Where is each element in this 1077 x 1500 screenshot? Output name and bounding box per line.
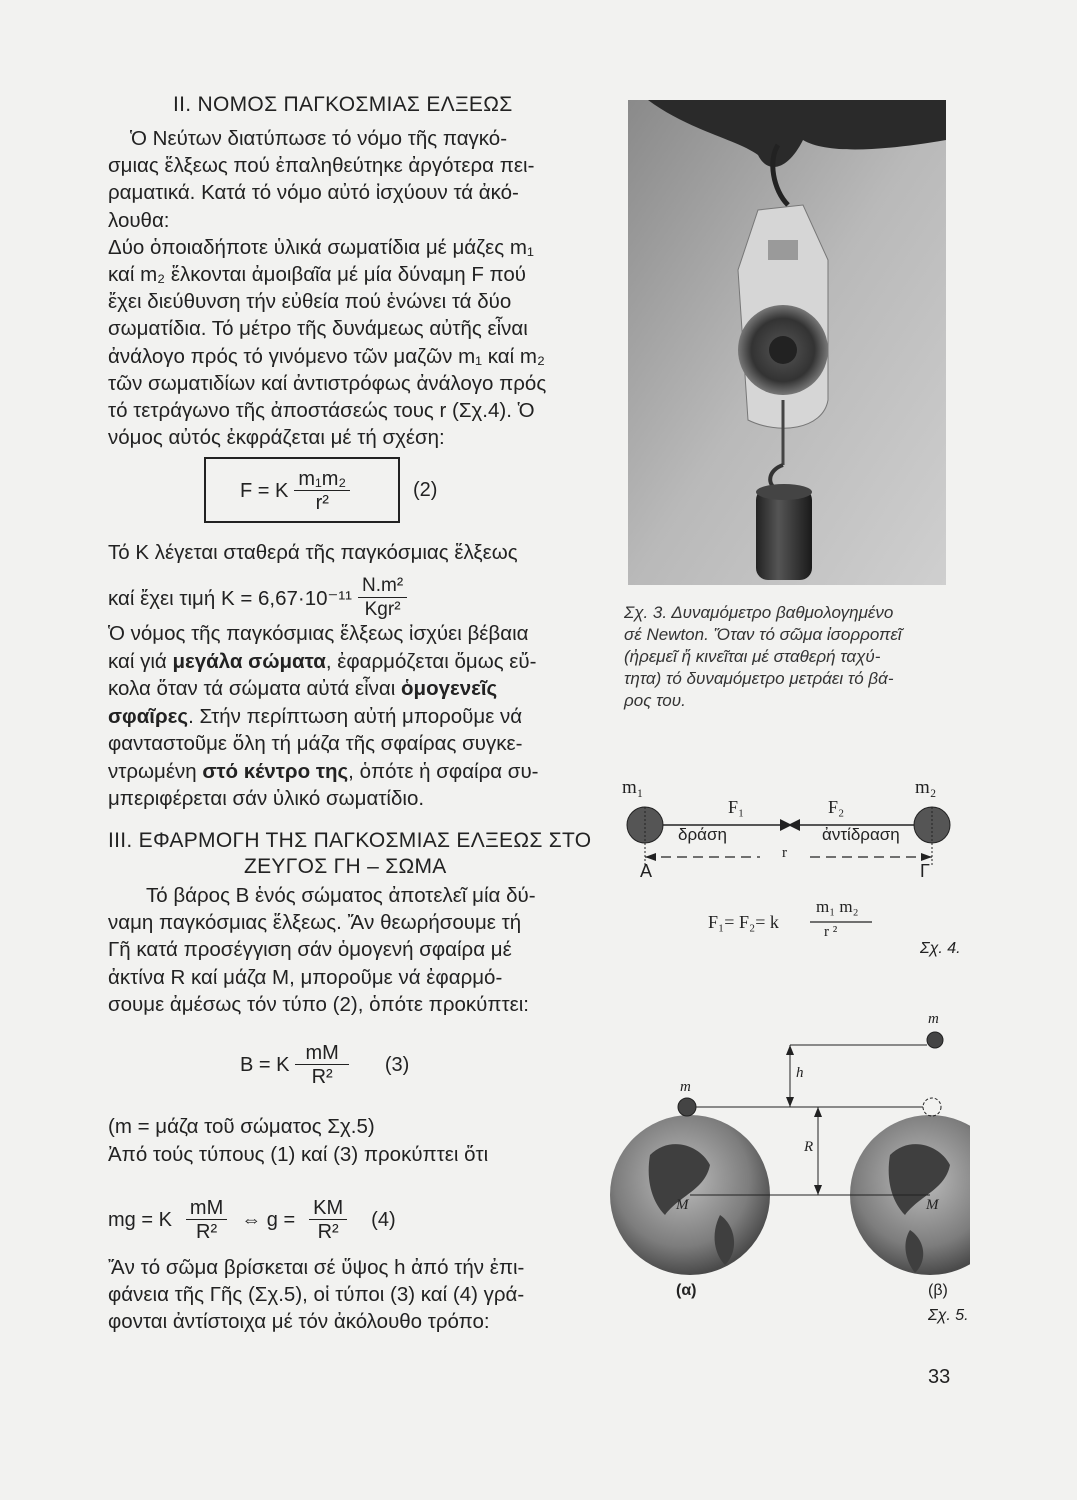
label-point-g: Γ [920, 861, 930, 881]
text-line: τό τετράγωνο τῆς ἀποστάσεώς τους r (Σχ.4). Ὁ [108, 399, 535, 423]
mass-left [678, 1098, 696, 1116]
text-line: νόμος αὐτός ἐκφράζεται μέ τή σχέση: [108, 426, 445, 450]
label-point-a: A [640, 861, 653, 881]
label-R: R [804, 1139, 814, 1155]
equation-2-numerator: m₁m₂ [294, 468, 350, 491]
equation-3 [240, 1042, 409, 1089]
equation-2-denominator: r² [315, 492, 329, 514]
text-line: μπεριφέρεται σάν ὑλικό σωματίδιο. [108, 787, 425, 810]
section-3-title-line-1: ΙΙΙ. ΕΦΑΡΜΟΓΗ ΤΗΣ ΠΑΓΚΟΣΜΙΑΣ ΕΛΞΕΩΣ ΣΤΟ [108, 829, 592, 852]
emphasis: ὁμογενεῖς [401, 677, 498, 700]
homogeneous-spheres-paragraph [108, 620, 588, 813]
section-3-paragraph [108, 882, 588, 1018]
figure-3-caption [624, 602, 954, 712]
equation-3-label: (3) [384, 1054, 410, 1076]
k-unit-numerator: N.m² [358, 575, 407, 598]
equation-4-numerator-2: KM [309, 1197, 347, 1220]
text-line: λουθα: [108, 208, 170, 232]
figure-5-drawing [610, 1015, 970, 1305]
from-formulas-line: Ἀπό τούς τύπους (1) καί (3) προκύπτει ὅτι [108, 1143, 489, 1166]
mass-right-outline [923, 1098, 941, 1116]
k-value-line [108, 575, 413, 622]
text-line: φανταστοῦμε ὅλη τή μάζα τῆς σφαίρας συγκε- [108, 732, 523, 755]
mass-note: (m = μάζα τοῦ σώματος Σχ.5) [108, 1115, 375, 1138]
caption-line: τητα) τό δυναμόμετρο μετράει τό βά- [624, 669, 894, 688]
text-line: ναμη παγκόσμιας ἕλξεως. Ἄν θεωρήσουμε τή [108, 911, 522, 935]
label-M-left: M [676, 1197, 689, 1213]
text-line: σφαῖρες. Στήν περίπτωση αὐτή μποροῦμε νά [108, 704, 523, 728]
label-alpha: (α) [676, 1282, 697, 1299]
equation-4 [108, 1197, 396, 1244]
k-unit-denominator: Kgr² [364, 599, 401, 620]
text-line: ἀνάλογο πρός τό γινόμενο τῶν μαζῶν m₁ καί m₂ [108, 344, 545, 368]
label-f2: F₂ [828, 797, 845, 817]
equation-3-fraction [295, 1042, 348, 1089]
equation-4-label: (4) [371, 1209, 396, 1231]
equation-3-denominator: R² [311, 1066, 333, 1088]
final-paragraph [108, 1254, 588, 1336]
dynamometer-illustration [628, 100, 946, 585]
equation-4-denominator-1: R² [196, 1221, 218, 1243]
label-m-left: m [680, 1079, 691, 1095]
text-line: καί m₂ ἕλκονται ἀμοιβαῖα μέ μία δύναμη F πού [108, 263, 527, 287]
figure-4-label: Σχ. 4. [920, 940, 961, 957]
label-beta: (β) [928, 1282, 948, 1299]
emphasis: μεγάλα σώματα [172, 649, 326, 673]
text-line: τῶν σωματιδίων καί ἀντιστρόφως ἀνάλογο πρός [108, 371, 547, 395]
label-M-right: M [926, 1197, 939, 1213]
figure-5-label: Σχ. 5. [928, 1307, 969, 1324]
section-2-paragraph [108, 125, 588, 451]
k-constant-line: Τό K λέγεται σταθερά τῆς παγκόσμιας ἕλξεως [108, 541, 518, 564]
text-line: σμιας ἕλξεως πού ἐπαληθεύτηκε ἀργότερα πει- [108, 154, 535, 178]
caption-line: σέ Newton. Ὅταν τό σῶμα ἰσορροπεῖ [624, 625, 902, 644]
text-line: Δύο ὁποιαδήποτε ὑλικά σωματίδια μέ μάζες m₁ [108, 235, 534, 259]
fig4-formula-numerator: m₁ m₂ [816, 897, 859, 916]
section-2-title: ΙΙ. ΝΟΜΟΣ ΠΑΓΚΟΣΜΙΑΣ ΕΛΞΕΩΣ [173, 93, 513, 116]
equation-2-label: (2) [413, 479, 438, 501]
dynamometer-photo [628, 100, 946, 585]
label-m1: m₁ [622, 777, 644, 798]
text-line: Ἄν τό σῶμα βρίσκεται σέ ὕψος h ἀπό τήν ἐπι- [108, 1256, 525, 1279]
k-unit-fraction [358, 575, 407, 622]
equation-4-denominator-2: R² [317, 1221, 339, 1243]
equation-2-fraction [294, 468, 350, 515]
text-line: Ὁ Νεύτων διατύπωσε τό νόμο τῆς παγκό- [130, 127, 508, 150]
equation-4-fraction-1 [186, 1197, 227, 1244]
text-line: σουμε ἀμέσως τόν τύπο (2), ὁπότε προκύπτει: [108, 992, 529, 1016]
text-line: κολα ὅταν τά σώματα αὐτά εἶναι ὁμογενεῖς [108, 677, 498, 700]
figure-4 [610, 775, 970, 965]
label-r: r [782, 845, 787, 861]
fig4-formula-lhs: F₁= F₂= k [708, 912, 779, 932]
equation-2-lhs: F = K [240, 480, 289, 502]
emphasis: σφαῖρες [108, 704, 189, 728]
label-reaction: ἀντίδραση [822, 825, 900, 844]
equation-3-numerator: mM [295, 1042, 348, 1065]
figure-4-drawing [610, 775, 970, 965]
emphasis: στό κέντρο της [202, 759, 349, 783]
equation-3-lhs: B = K [240, 1054, 290, 1076]
text-line: φονται ἀντίστοιχα μέ τόν ἀκόλουθο τρόπο: [108, 1310, 490, 1334]
text-line: Ὁ νόμος τῆς παγκόσμιας ἕλξεως ἰσχύει βέβαια [108, 622, 529, 645]
k-value-text: καί ἔχει τιμή K = 6,67·10⁻¹¹ [108, 586, 352, 610]
text-line: ἀκτίνα R καί μάζα M, μποροῦμε νά ἐφαρμό- [108, 965, 503, 989]
equation-4-fraction-2 [309, 1197, 347, 1244]
label-f1: F₁ [728, 797, 745, 817]
caption-line: Σχ. 3. Δυναμόμετρο βαθμολογημένο [624, 603, 894, 622]
page-number: 33 [928, 1366, 951, 1388]
text-line: ἔχει διεύθυνση τήν εὐθεία πού ἑνώνει τά δύο [108, 290, 512, 314]
text-line: φάνεια τῆς Γῆς (Σχ.5), οἱ τύποι (3) καί (4) γρά- [108, 1283, 525, 1307]
label-m2: m₂ [915, 777, 937, 798]
text-line: Τό βάρος B ἑνός σώματος ἀποτελεῖ μία δύ- [146, 884, 536, 907]
fig4-formula-denominator: r ² [824, 924, 838, 940]
equation-4-numerator-1: mM [186, 1197, 227, 1220]
label-h: h [796, 1065, 804, 1081]
text-line: Γῆ κατά προσέγγιση σάν ὁμογενή σφαίρα μέ [108, 938, 512, 962]
label-m-top: m [928, 1011, 939, 1027]
caption-line: ρος του. [624, 691, 686, 710]
mass-top [927, 1032, 943, 1048]
text-line: καί γιά μεγάλα σώματα, ἐφαρμόζεται ὅμως εὔ- [108, 649, 537, 673]
caption-line: (ἠρεμεῖ ἤ κινεῖται μέ σταθερή ταχύ- [624, 647, 881, 666]
text-line: ντρωμένη στό κέντρο της, ὁπότε ἡ σφαίρα συ- [108, 759, 539, 783]
label-action: δράση [678, 825, 727, 844]
text-line: σωματίδια. Τό μέτρο τῆς δυνάμεως αὐτῆς εἶναι [108, 317, 528, 341]
equation-4-middle: ⇔ g = [241, 1209, 296, 1231]
equation-4-lhs: mg = K [108, 1209, 172, 1231]
text-line: ραματικά. Κατά τό νόμο αὐτό ἰσχύουν τά ἀκό- [108, 181, 519, 205]
equation-2-box [204, 457, 400, 523]
section-3-title-line-2: ΖΕΥΓΟΣ ΓΗ – ΣΩΜΑ [244, 855, 447, 878]
figure-5 [610, 1011, 970, 1335]
